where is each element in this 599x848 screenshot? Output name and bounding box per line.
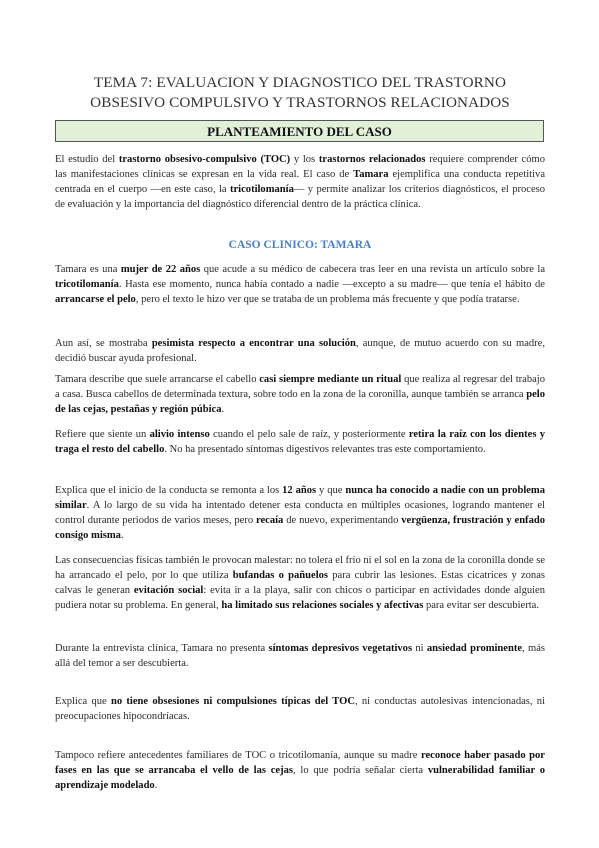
text-run: , más allá del temor a ser descubierta.	[55, 643, 545, 669]
document-title	[40, 73, 560, 113]
text-run: Aun así, se mostraba	[55, 338, 152, 349]
bold-run: 12 años	[282, 485, 317, 496]
p-block-5	[55, 483, 545, 543]
text-run: Tampoco refiere antecedentes familiares de TOC o tricotilomanía, aunque su madre	[55, 750, 421, 761]
bold-run: vulnerabilidad familiar o aprendizaje modelado	[55, 765, 545, 791]
text-run: ni	[412, 643, 427, 654]
text-run: Durante la entrevista clínica, Tamara no presenta	[55, 643, 269, 654]
text-run: Tamara es una	[55, 264, 121, 275]
text-run: , aunque, de mutuo acuerdo con su madre, decidió buscar ayuda profesional.	[55, 338, 545, 364]
paragraph	[55, 641, 545, 671]
text-run: . No ha presentado síntomas digestivos relevantes tras este comportamiento.	[164, 444, 486, 455]
text-run: .	[120, 530, 124, 541]
bold-run: recaía	[256, 515, 284, 526]
bold-run: Tamara	[353, 169, 389, 180]
text-run: — y permite analizar los criterios diagnósticos, el proceso de evaluación y la importancia del diagnóstico diferencial dentro de la práctica clínica.	[55, 184, 545, 210]
p-block-4	[55, 427, 545, 457]
bold-run: pelo de las cejas, pestañas y región púbica	[55, 389, 545, 415]
text-run: Refiere que siente un	[55, 429, 150, 440]
bold-run: reconoce haber pasado por fases en las que se arrancaba el vello de las cejas	[55, 750, 545, 776]
section-heading: PLANTEAMIENTO DEL CASO	[55, 120, 544, 142]
bold-run: evitación social	[133, 585, 204, 596]
p-block-3	[55, 372, 545, 417]
text-run: para evitar ser descubierta.	[423, 600, 539, 611]
text-run: de nuevo, experimentando	[283, 515, 402, 526]
bold-run: síntomas depresivos vegetativos	[268, 643, 413, 654]
bold-run: no tiene obsesiones ni compulsiones típicas del TOC	[110, 696, 355, 707]
bold-run: trastorno obsesivo-compulsivo (TOC)	[118, 154, 291, 165]
paragraph	[55, 262, 545, 307]
title-line-1: TEMA 7: EVALUACION Y DIAGNOSTICO DEL TRASTORNO	[93, 74, 507, 91]
text-run: .	[154, 780, 158, 791]
bold-run: alivio intenso	[149, 429, 210, 440]
text-run: El estudio del	[55, 154, 119, 165]
bold-run: nunca ha conocido a nadie con un problema similar	[55, 485, 545, 511]
paragraph	[55, 372, 545, 417]
text-run: para cubrir las lesiones. Estas cicatrices y zonas calvas le generan	[55, 570, 545, 596]
bold-run: casi siempre mediante un ritual	[259, 374, 402, 385]
intro-paragraph-block	[55, 152, 545, 212]
bold-run: trastornos relacionados	[318, 154, 426, 165]
p-block-8	[55, 694, 545, 724]
text-run: .	[221, 404, 225, 415]
text-run: , ni conductas autolesivas intencionadas, ni preocupaciones hipocondríacas.	[55, 696, 546, 722]
text-run: cuando el pelo sale de raíz, y posteriormente	[209, 429, 409, 440]
bold-run: vergüenza, frustración y enfado consigo misma	[55, 515, 545, 541]
p-block-2	[55, 336, 545, 366]
bold-run: ansiedad prominente	[426, 643, 523, 654]
paragraph	[55, 336, 545, 366]
title-line-2: OBSESIVO COMPULSIVO Y TRASTORNOS RELACIONADOS	[90, 94, 510, 111]
text-run: Explica que	[55, 696, 111, 707]
bold-run: tricotilomanía	[55, 279, 119, 290]
text-run: , pero el texto le hizo ver que se trataba de un problema más frecuente y que podía tratarse.	[135, 294, 520, 305]
text-run: que acude a su médico de cabecera tras leer en una revista un artículo sobre la	[200, 264, 546, 275]
text-run: . Hasta ese momento, nunca había contado a nadie —excepto a su madre— que tenía el hábito de	[118, 279, 545, 290]
text-run: : evita ir a la playa, salir con chicos o participar en actividades donde alguien pudiera notar su problema. En general,	[55, 585, 545, 611]
bold-run: retira la raíz con los dientes y traga el resto del cabello	[55, 429, 545, 455]
paragraph	[55, 694, 545, 724]
p-block-6	[55, 553, 545, 613]
text-run: Explica que el inicio de la conducta se remonta a los	[55, 485, 283, 496]
bold-run: arrancarse el pelo	[55, 294, 136, 305]
text-run: Las consecuencias físicas también le provocan malestar: no tolera el frío ni el sol en la zona de la coronilla donde se ha arrancado el pelo, por lo que utiliza	[55, 555, 545, 581]
bold-run: ha limitado sus relaciones sociales y afectivas	[221, 600, 424, 611]
text-run: Tamara describe que suele arrancarse el cabello	[55, 374, 260, 385]
text-run: y los	[290, 154, 319, 165]
text-run: requiere comprender cómo las manifestaciones clínicas se expresan en la vida real. El caso de	[55, 154, 545, 180]
p-block-1	[55, 262, 545, 307]
paragraph	[55, 152, 545, 212]
bold-run: tricotilomanía	[229, 184, 294, 195]
paragraph	[55, 553, 545, 613]
text-run: ejemplifica una conducta repetitiva centrada en el cuerpo —en este caso, la	[55, 169, 545, 195]
p-block-7	[55, 641, 545, 671]
paragraph	[55, 483, 545, 543]
text-run: y que	[316, 485, 346, 496]
bold-run: bufandas o pañuelos	[232, 570, 328, 581]
paragraph	[55, 427, 545, 457]
paragraph	[55, 748, 545, 793]
p-block-9	[55, 748, 545, 793]
bold-run: pesimista respecto a encontrar una solución	[151, 338, 356, 349]
text-run: , lo que podría señalar cierta	[293, 765, 428, 776]
bold-run: mujer de 22 años	[120, 264, 201, 275]
text-run: que realiza al regresar del trabajo a casa. Busca cabellos de determinada textura, sobre todo en la zona de la coronilla, aunque también se arranca	[55, 374, 545, 400]
text-run: . A lo largo de su vida ha intentado detener esta conducta en múltiples ocasiones, logrando mantener el control durante periodos de varios meses, pero	[55, 500, 545, 526]
case-heading: CASO CLINICO: TAMARA	[228, 239, 372, 251]
